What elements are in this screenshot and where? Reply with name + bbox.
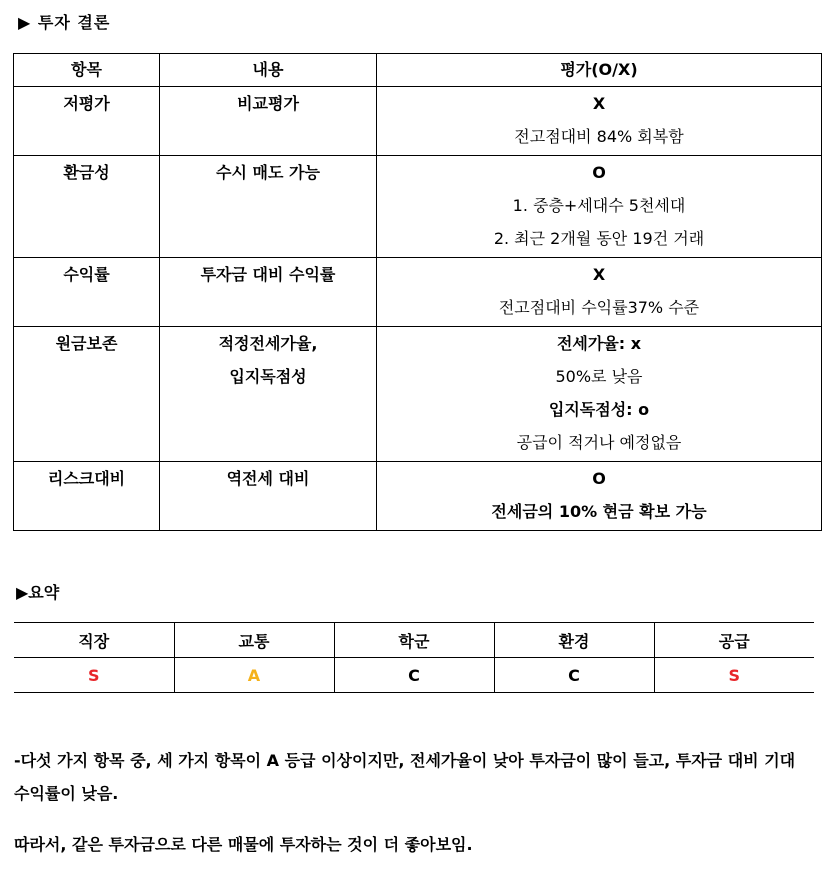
grade-supply: S [654, 658, 814, 693]
row-evaluation [377, 156, 822, 258]
evaluation-line: 2. 최근 2개월 동안 19건 거래 [493, 229, 705, 248]
conclusion-row [14, 258, 822, 327]
row-item-label: 리스크대비 [47, 469, 126, 488]
row-content [160, 258, 377, 327]
row-item-label: 원금보존 [55, 334, 118, 353]
conclusion-row [14, 327, 822, 462]
conclusion-header-row [14, 54, 822, 87]
row-content [160, 87, 377, 156]
evaluation-line: 1. 중층+세대수 5천세대 [512, 196, 686, 215]
row-content-line: 비교평가 [237, 94, 299, 113]
row-content [160, 327, 377, 462]
evaluation-line: O [592, 163, 606, 182]
section-heading-conclusion: ▶ 투자 결론 [18, 13, 111, 32]
conclusion-table [13, 53, 822, 531]
evaluation-line: 전고점대비 수익률37% 수준 [498, 298, 700, 317]
summary-header-row [14, 623, 814, 658]
row-content [160, 462, 377, 531]
grade-environment: C [494, 658, 654, 693]
column-header-item: 항목 [14, 54, 160, 87]
row-item [14, 462, 160, 531]
row-content-line: 수시 매도 가능 [216, 163, 320, 182]
conclusion-row [14, 156, 822, 258]
column-header-transport: 교통 [174, 623, 334, 658]
column-header-workplace: 직장 [14, 623, 174, 658]
evaluation-line: X [592, 265, 606, 284]
evaluation-line: 전고점대비 84% 회복함 [514, 127, 684, 146]
evaluation-line: X [592, 94, 606, 113]
grade-transport: A [174, 658, 334, 693]
row-item [14, 87, 160, 156]
column-header-environment: 환경 [494, 623, 654, 658]
row-item [14, 327, 160, 462]
section-heading-summary: ▶요약 [16, 583, 60, 602]
row-evaluation [377, 258, 822, 327]
column-header-evaluation: 평가(O/X) [377, 54, 822, 87]
conclusion-body [14, 87, 822, 531]
recommendation-paragraph: 따라서, 같은 투자금으로 다른 매물에 투자하는 것이 더 좋아보임. [14, 835, 473, 854]
row-content-line: 적정전세가율, [218, 334, 318, 353]
evaluation-line: O [592, 469, 606, 488]
row-evaluation [377, 327, 822, 462]
row-content-line: 입지독점성 [229, 367, 307, 386]
conclusion-paragraph: -다섯 가지 항목 중, 세 가지 항목이 A 등급 이상이지만, 전세가율이 낮아 투자금이 많이 들고, 투자금 대비 기대수익률이 낮음. [14, 751, 796, 803]
evaluation-line: 전세금의 10% 현금 확보 가능 [491, 502, 707, 521]
column-header-school: 학군 [334, 623, 494, 658]
grade-workplace: S [14, 658, 174, 693]
grade-school: C [334, 658, 494, 693]
summary-grade-row [14, 658, 814, 693]
row-item-label: 환금성 [63, 163, 110, 182]
row-item [14, 156, 160, 258]
conclusion-row [14, 87, 822, 156]
evaluation-line: 공급이 적거나 예정없음 [516, 433, 682, 452]
row-content-line: 투자금 대비 수익률 [200, 265, 336, 284]
row-content-line: 역전세 대비 [226, 469, 310, 488]
row-item-label: 저평가 [63, 94, 110, 113]
row-evaluation [377, 462, 822, 531]
evaluation-line: 입지독점성: o [548, 400, 650, 419]
row-content [160, 156, 377, 258]
evaluation-line: 50%로 낮음 [555, 367, 643, 386]
evaluation-line: 전세가율: x [556, 334, 642, 353]
row-evaluation [377, 87, 822, 156]
column-header-supply: 공급 [654, 623, 814, 658]
conclusion-row [14, 462, 822, 531]
column-header-content: 내용 [160, 54, 377, 87]
summary-table [14, 622, 814, 693]
row-item-label: 수익률 [63, 265, 110, 284]
row-item [14, 258, 160, 327]
